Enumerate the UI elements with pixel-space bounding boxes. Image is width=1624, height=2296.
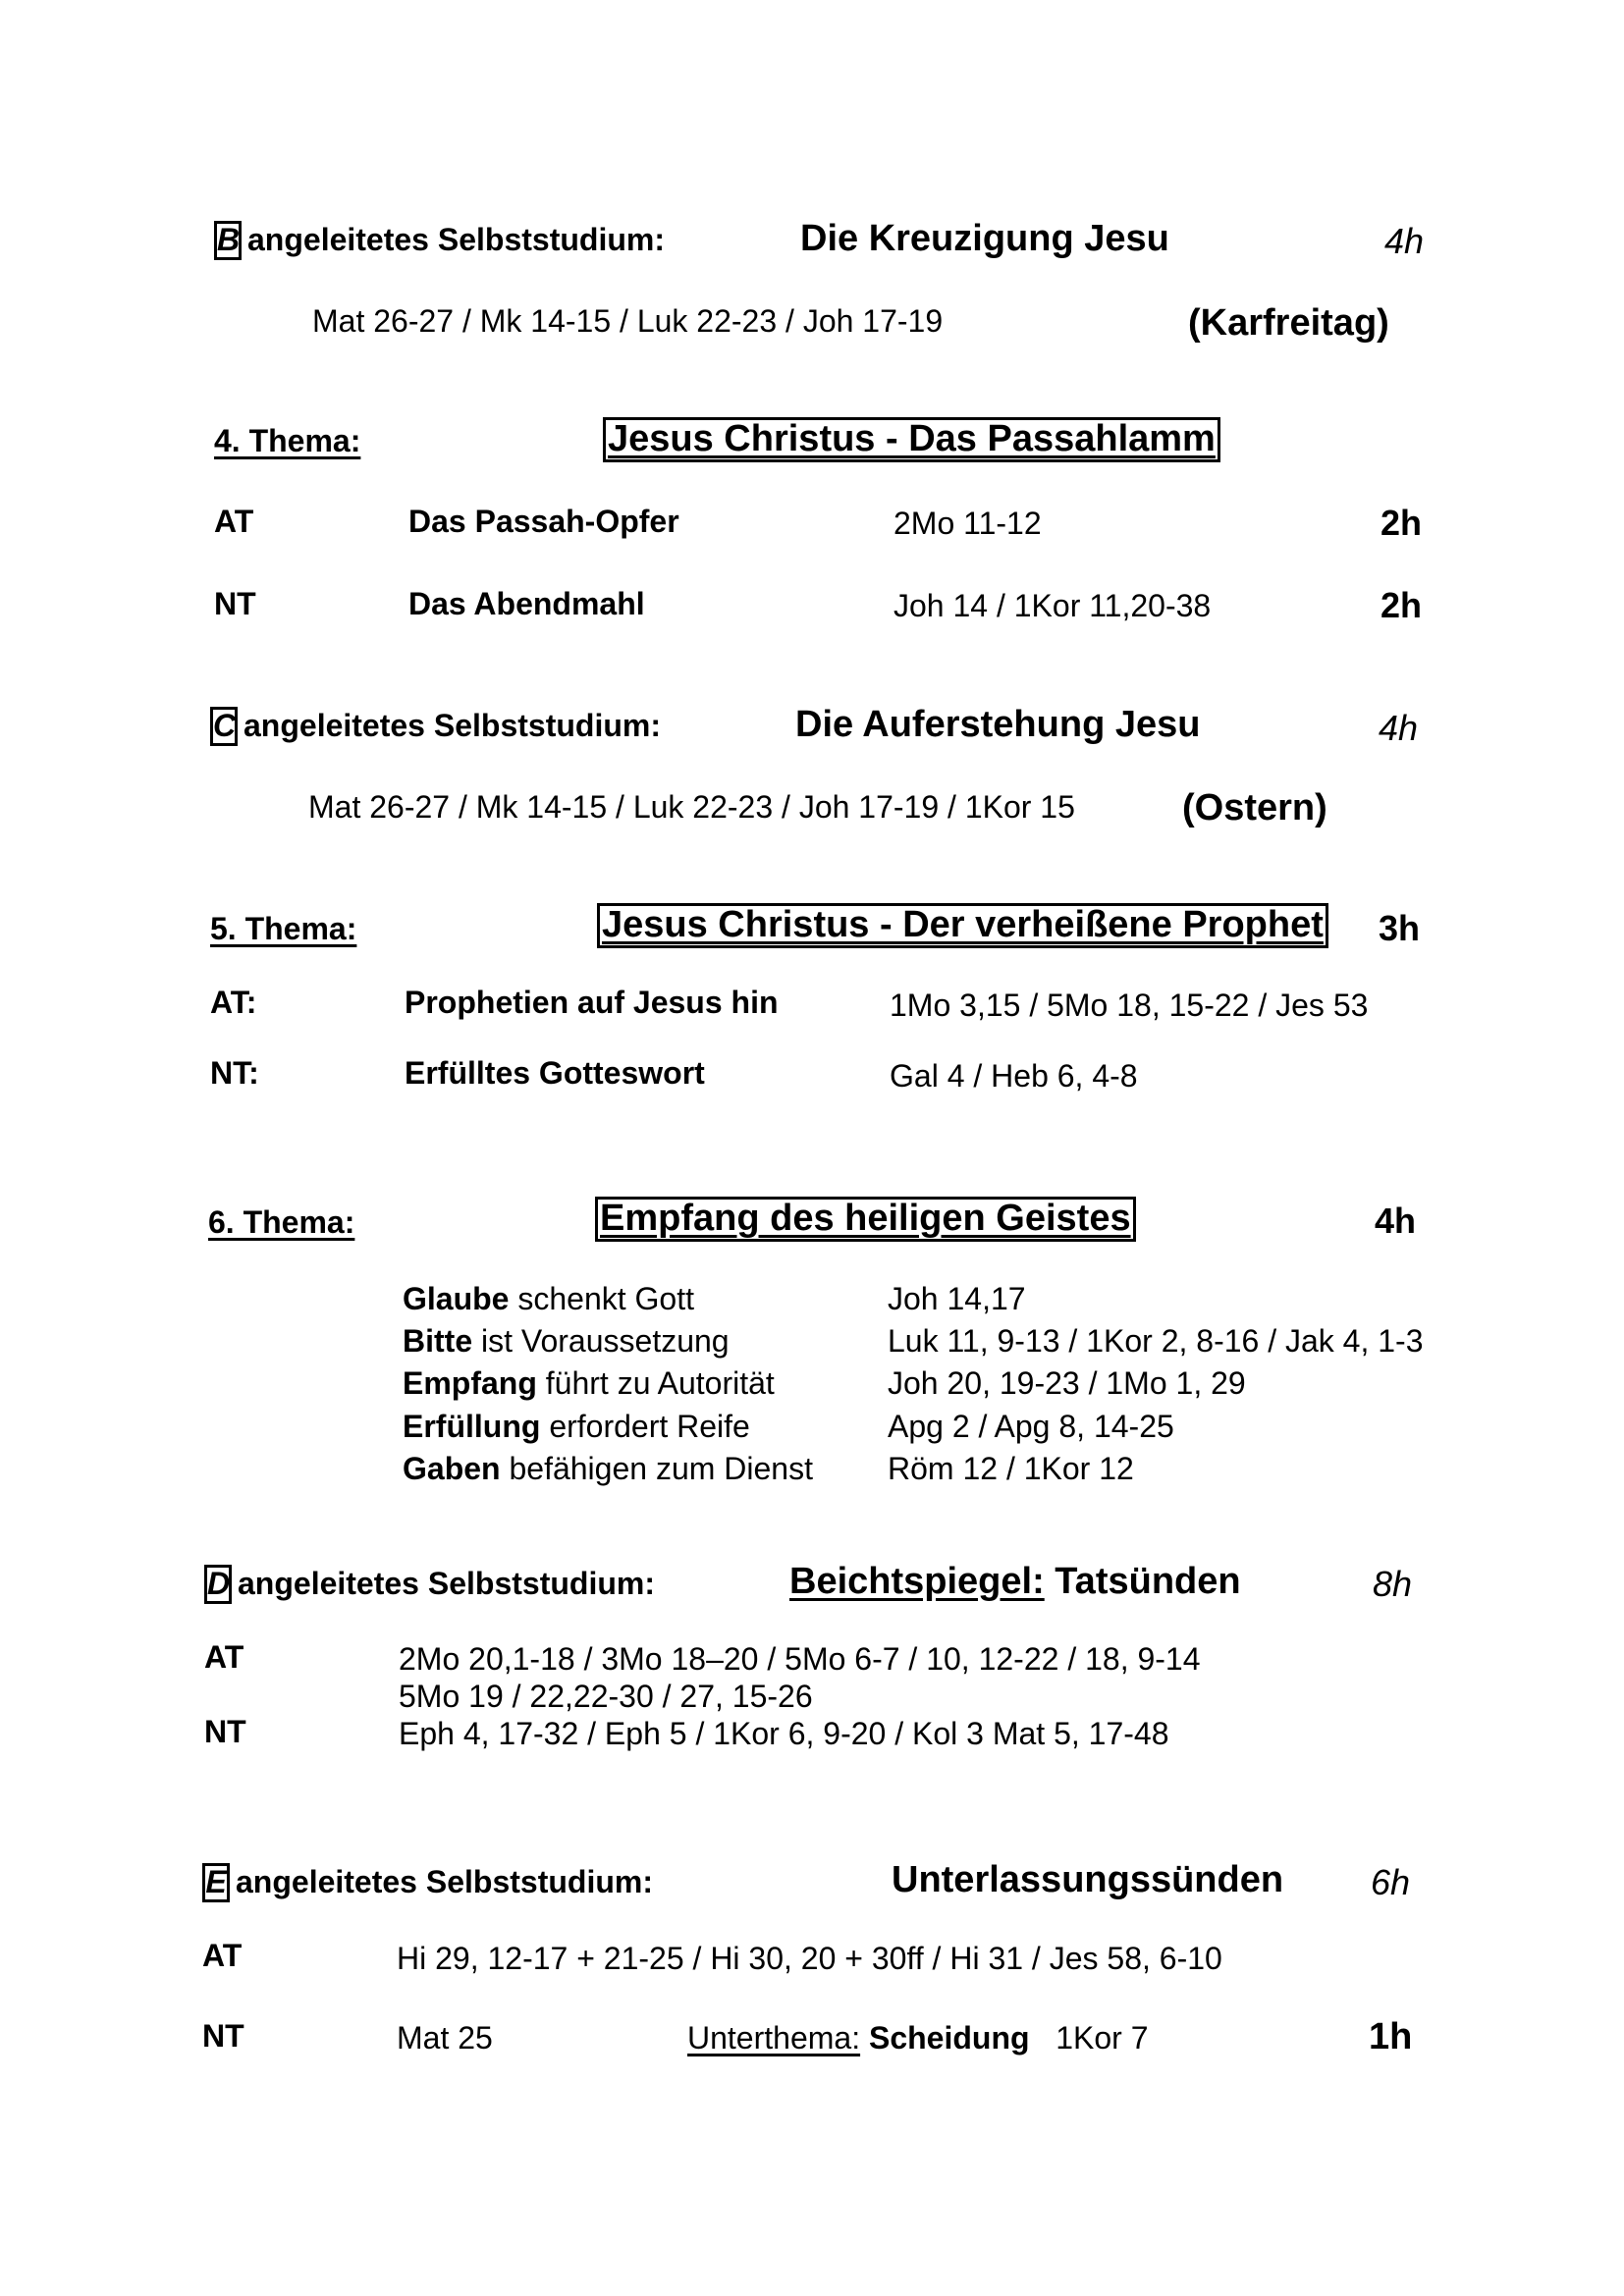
- section-b-header: [214, 221, 665, 260]
- thema-5-row-at-refs: 1Mo 3,15 / 5Mo 18, 15-22 / Jes 53: [890, 988, 1369, 1023]
- section-d-title-rest: Tatsünden: [1044, 1561, 1241, 1602]
- section-b-letter: B: [214, 221, 242, 260]
- section-d-letter: D: [204, 1565, 232, 1604]
- section-e-nt-tag: NT: [202, 2018, 244, 2054]
- thema-5-hours: 3h: [1379, 908, 1421, 948]
- thema-5-title: Jesus Christus - Der verheißene Prophet: [597, 903, 1328, 948]
- section-b-title: Die Kreuzigung Jesu: [800, 218, 1169, 259]
- section-d-label: angeleitetes Selbststudium:: [238, 1566, 655, 1601]
- thema-4-row-at-hours: 2h: [1380, 503, 1423, 543]
- section-e-header: [202, 1863, 653, 1902]
- section-c-refs: Mat 26-27 / Mk 14-15 / Luk 22-23 / Joh 17-19 / 1Kor 15: [308, 789, 1075, 825]
- thema-6-ref-item: Joh 14,17: [888, 1281, 1026, 1316]
- thema-5-row-nt-tag: NT:: [210, 1055, 259, 1091]
- thema-6-topic-item: Gaben befähigen zum Dienst: [403, 1450, 813, 1486]
- section-e-label: angeleitetes Selbststudium:: [236, 1864, 653, 1899]
- section-e-sub-ref: 1Kor 7: [1056, 2020, 1149, 2056]
- thema-6-ref-item: Luk 11, 9-13 / 1Kor 2, 8-16 / Jak 4, 1-3: [888, 1323, 1424, 1360]
- section-d-nt-line: Eph 4, 17-32 / Eph 5 / 1Kor 6, 9-20 / Kol 3 Mat 5, 17-48: [399, 1716, 1169, 1751]
- thema-6-title: Empfang des heiligen Geistes: [595, 1197, 1136, 1242]
- section-c-hours: 4h: [1379, 708, 1419, 748]
- thema-6-ref-item: Apg 2 / Apg 8, 14-25: [888, 1408, 1174, 1444]
- thema-4-label: 4. Thema:: [214, 423, 361, 458]
- thema-4-row-at-refs: 2Mo 11-12: [893, 506, 1042, 541]
- thema-6-ref-item: Röm 12 / 1Kor 12: [888, 1450, 1134, 1486]
- section-d-title: [789, 1563, 1241, 1600]
- section-d-nt-tag: NT: [204, 1714, 246, 1749]
- section-c-occasion: (Ostern): [1182, 787, 1327, 828]
- section-c-header: [210, 707, 661, 746]
- section-d-title-underlined: Beichtspiegel:: [789, 1561, 1045, 1602]
- section-e-nt-ref: Mat 25: [397, 2020, 493, 2056]
- section-b-refs: Mat 26-27 / Mk 14-15 / Luk 22-23 / Joh 17-19: [312, 303, 944, 339]
- thema-6-label: 6. Thema:: [208, 1204, 355, 1240]
- section-d-header: [204, 1565, 655, 1604]
- section-b-hours: 4h: [1384, 221, 1425, 261]
- thema-4-row-nt-tag: NT: [214, 586, 256, 621]
- section-c-letter: C: [210, 707, 238, 746]
- section-d-hours: 8h: [1373, 1564, 1413, 1604]
- thema-5-row-at-tag: AT:: [210, 985, 257, 1020]
- thema-6-refs: [888, 1278, 1424, 1490]
- thema-4-title: Jesus Christus - Das Passahlamm: [603, 417, 1220, 462]
- section-e-title: Unterlassungssünden: [892, 1859, 1284, 1900]
- section-e-hours: 6h: [1371, 1862, 1411, 1902]
- thema-6-topic-item: Erfüllung erfordert Reife: [403, 1408, 750, 1444]
- section-e-sub-label: Unterthema:: [687, 2020, 861, 2056]
- thema-6-topic-item: Empfang führt zu Autorität: [403, 1365, 775, 1402]
- thema-4-row-at-topic: Das Passah-Opfer: [408, 504, 679, 539]
- section-c-title: Die Auferstehung Jesu: [795, 704, 1201, 745]
- section-e-at-line: Hi 29, 12-17 + 21-25 / Hi 30, 20 + 30ff / Hi 31 / Jes 58, 6-10: [397, 1941, 1222, 1976]
- thema-5-row-nt-refs: Gal 4 / Heb 6, 4-8: [890, 1058, 1138, 1094]
- section-c-label: angeleitetes Selbststudium:: [244, 708, 661, 743]
- thema-4-row-nt-refs: Joh 14 / 1Kor 11,20-38: [893, 588, 1212, 623]
- section-e-sub-hours: 1h: [1369, 2016, 1413, 2057]
- section-e-subtopic: [687, 2022, 1148, 2054]
- section-e-letter: E: [202, 1863, 230, 1902]
- thema-6-ref-item: Joh 20, 19-23 / 1Mo 1, 29: [888, 1365, 1246, 1402]
- section-b-occasion: (Karfreitag): [1188, 302, 1389, 344]
- thema-5-row-nt-topic: Erfülltes Gotteswort: [405, 1055, 705, 1091]
- thema-6-topics: [403, 1278, 813, 1490]
- thema-4-row-nt-topic: Das Abendmahl: [408, 586, 645, 621]
- thema-4-row-at-tag: AT: [214, 504, 254, 539]
- section-e-at-tag: AT: [202, 1938, 243, 1973]
- section-d-at-tag: AT: [204, 1639, 244, 1675]
- section-b-label: angeleitetes Selbststudium:: [247, 222, 665, 257]
- thema-4-row-nt-hours: 2h: [1380, 585, 1423, 625]
- section-e-sub-title: Scheidung: [868, 2020, 1030, 2056]
- section-d-at-line2: 5Mo 19 / 22,22-30 / 27, 15-26: [399, 1679, 813, 1714]
- section-d-at-line1: 2Mo 20,1-18 / 3Mo 18–20 / 5Mo 6-7 / 10, 12-22 / 18, 9-14: [399, 1641, 1201, 1677]
- thema-5-label: 5. Thema:: [210, 911, 357, 946]
- thema-6-topic-item: Glaube schenkt Gott: [403, 1281, 694, 1316]
- thema-5-row-at-topic: Prophetien auf Jesus hin: [405, 985, 779, 1020]
- thema-6-hours: 4h: [1375, 1201, 1417, 1241]
- thema-6-topic-item: Bitte ist Voraussetzung: [403, 1323, 730, 1360]
